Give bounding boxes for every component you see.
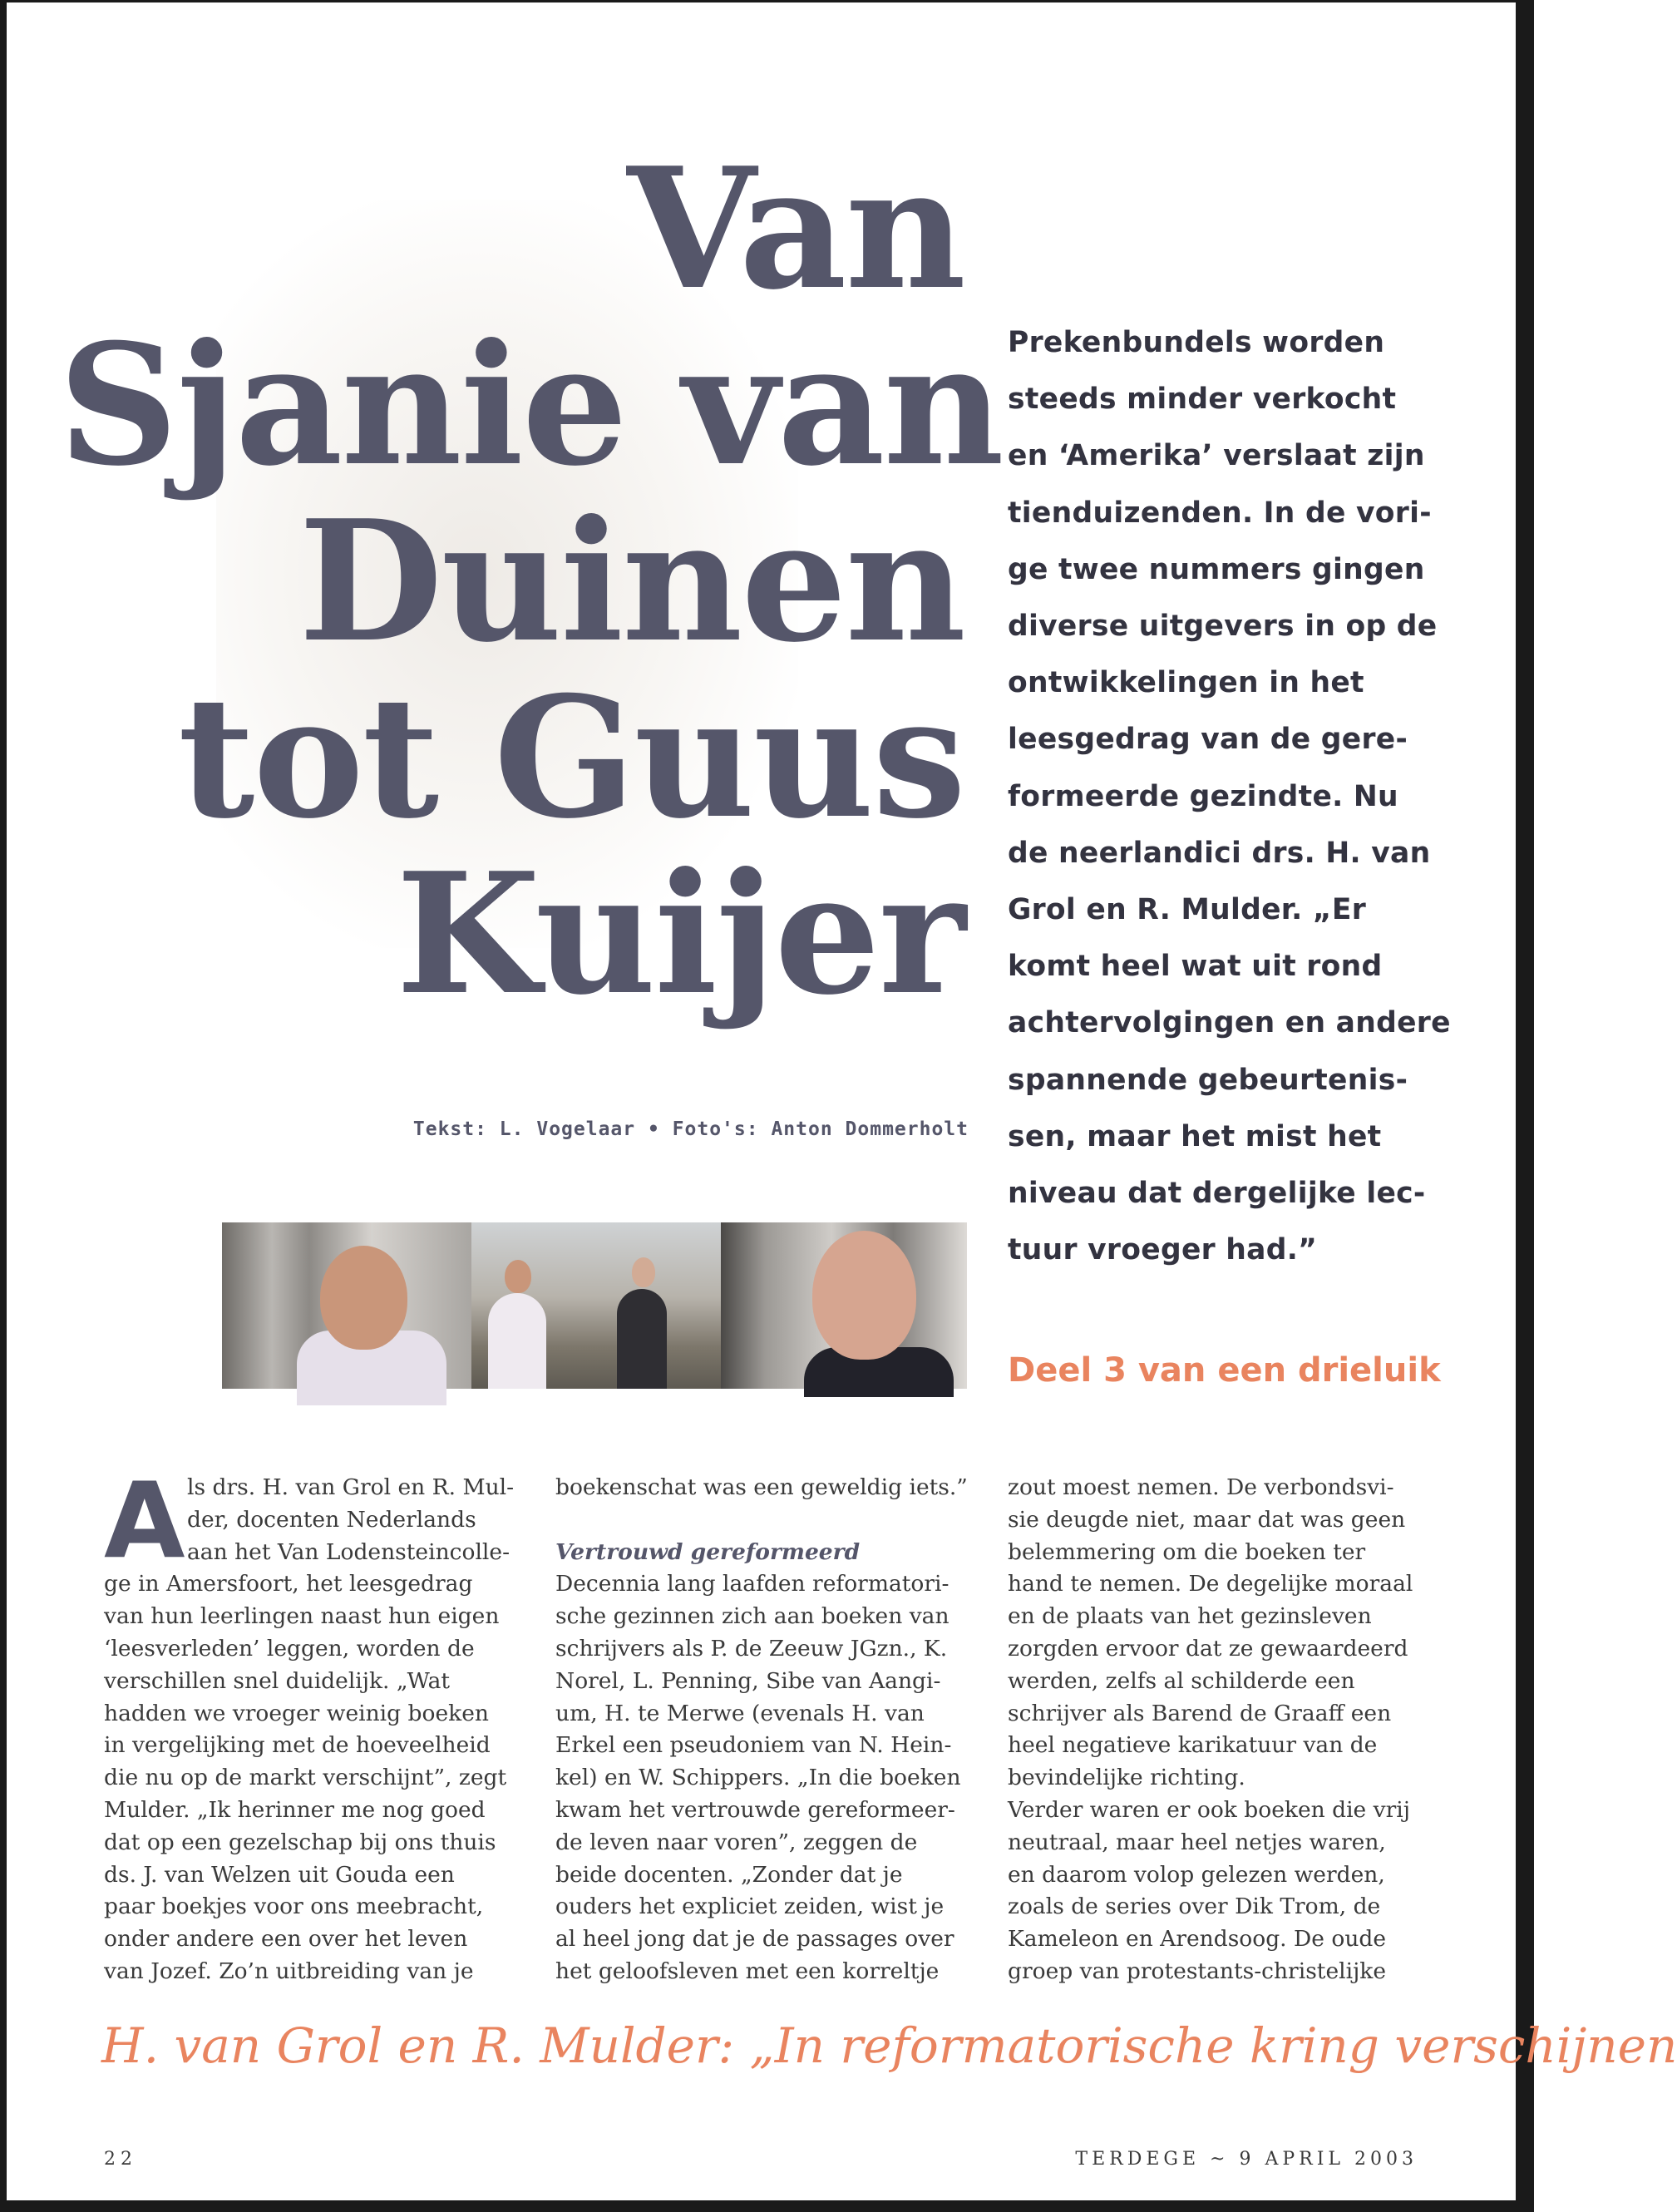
body-line: ge in Amersfoort, het leesgedrag [104,1571,473,1597]
body-line: werden, zelfs al schilderde een [1008,1667,1355,1694]
body-line: belemmering om die boeken ter [1008,1538,1366,1565]
intro-line: diverse uitgevers in op de [1008,610,1438,644]
publication-footer: TERDEGE ~ 9 APRIL 2003 [1075,2149,1418,2170]
intro-line: Prekenbundels worden [1008,326,1385,359]
body-line: Norel, L. Penning, Sibe van Aangi- [555,1667,941,1694]
body-line: hand te nemen. De degelijke moraal [1008,1571,1413,1597]
body-line: Kameleon en Arendsoog. De oude [1008,1926,1387,1953]
body-line: ‘leesverleden’ leggen, worden de [104,1635,475,1661]
headline-line: Sjanie van [58,308,1003,503]
intro-line: Grol en R. Mulder. „Er [1008,893,1367,927]
portrait-photo [222,1222,471,1389]
body-line: al heel jong dat je de passages over [555,1926,954,1953]
body-line: schrijver als Barend de Graaff een [1008,1700,1392,1726]
body-line: dat op een gezelschap bij ons thuis [104,1829,496,1855]
body-line: boekenschat was een geweldig iets.” [555,1474,968,1500]
body-line: ouders het expliciet zeiden, wist je [555,1894,945,1920]
body-line: zorgden ervoor dat ze gewaardeerd [1008,1635,1408,1661]
paragraph-gap [555,1504,971,1537]
section-subheading: Vertrouwd gereformeerd [555,1538,861,1565]
series-label: Deel 3 van een drieluik [1008,1351,1441,1390]
body-line: um, H. te Merwe (evenals H. van [555,1700,925,1726]
headline-line: Duinen [298,484,964,679]
intro-line: tienduizenden. In de vori- [1008,496,1432,530]
body-line: van Jozef. Zo’n uitbreiding van je [104,1958,474,1984]
intro-line: achtervolgingen en andere [1008,1006,1451,1040]
body-line: hadden we vroeger weinig boeken [104,1700,489,1726]
byline-credit: Tekst: L. Vogelaar • Foto's: Anton Dommerholt [412,1118,969,1140]
photo-strip [222,1222,967,1389]
body-line: Decennia lang laafden reformatori- [555,1571,949,1597]
body-line: sche gezinnen zich aan boeken van [555,1603,949,1630]
body-line: Mulder. „Ik herinner me nog goed [104,1796,486,1823]
body-line: die nu op de markt verschijnt”, zegt [104,1765,507,1791]
body-line: beide docenten. „Zonder dat je [555,1861,903,1888]
intro-line: tuur vroeger had.” [1008,1233,1318,1267]
body-line: Verder waren er ook boeken die vrij [1008,1796,1410,1823]
body-column-1 [104,1459,520,1988]
body-line: het geloofsleven met een korreltje [555,1958,940,1984]
headline-line: tot Guus [177,660,964,856]
intro-line: de neerlandici drs. H. van [1008,836,1431,870]
body-line: kel) en W. Schippers. „In die boeken [555,1765,961,1791]
headline-line: Van [627,131,964,327]
body-line: van hun leerlingen naast hun eigen [104,1603,500,1630]
body-line: schrijvers als P. de Zeeuw JGzn., K. [555,1635,948,1661]
pull-quote: H. van Grol en R. Mulder: „In reformatorische kring verschijnen [101,2017,1677,2074]
body-line: kwam het vertrouwde gereformeer- [555,1796,955,1823]
intro-line: en ‘Amerika’ verslaat zijn [1008,439,1425,473]
person-head [632,1257,655,1287]
intro-line: spannende gebeurtenis- [1008,1063,1408,1097]
group-photo [471,1222,721,1389]
body-line: onder andere een over het leven [104,1926,468,1953]
body-line: zout moest nemen. De verbondsvi- [1008,1474,1394,1500]
intro-line: leesgedrag van de gere- [1008,723,1408,757]
body-line: aan het Van Lodensteincolle- [187,1538,510,1565]
body-line: ls drs. H. van Grol en R. Mul- [187,1474,515,1500]
intro-line: ge twee nummers gingen [1008,552,1425,586]
body-line: en daarom volop gelezen werden, [1008,1861,1385,1888]
intro-text [1008,314,1451,1278]
intro-line: komt heel wat uit rond [1008,950,1383,984]
person-figure [488,1293,546,1389]
page-number: 22 [104,2149,137,2170]
body-line: heel negatieve karikatuur van de [1008,1732,1378,1759]
intro-line: formeerde gezindte. Nu [1008,779,1398,813]
intro-line: steeds minder verkocht [1008,383,1397,417]
headline [58,131,1003,1032]
body-line: groep van protestants-christelijke [1008,1958,1387,1984]
person-head [812,1231,916,1360]
body-line: bevindelijke richting. [1008,1765,1245,1791]
body-line: verschillen snel duidelijk. „Wat [104,1667,451,1694]
body-column-3 [1008,1472,1440,1988]
body-line: zoals de series over Dik Trom, de [1008,1894,1381,1920]
headline-line: Kuijer [396,837,964,1032]
intro-line: niveau dat dergelijke lec- [1008,1177,1426,1211]
drop-cap: A [104,1459,185,1582]
body-line: neutraal, maar heel netjes waren, [1008,1829,1386,1855]
body-column-2 [555,1472,971,1988]
person-head [320,1246,407,1350]
body-line: sie deugde niet, maar dat was geen [1008,1506,1406,1533]
body-line: de leven naar voren”, zeggen de [555,1829,918,1855]
intro-line: ontwikkelingen in het [1008,666,1364,700]
portrait-photo [721,1222,967,1389]
body-line: en de plaats van het gezinsleven [1008,1603,1372,1630]
person-head [505,1260,531,1293]
body-line: ds. J. van Welzen uit Gouda een [104,1861,455,1888]
person-figure [617,1289,667,1389]
body-line: der, docenten Nederlands [187,1506,476,1533]
body-line: paar boekjes voor ons meebracht, [104,1894,484,1920]
body-line: Erkel een pseudoniem van N. Hein- [555,1732,952,1759]
body-line: in vergelijking met de hoeveelheid [104,1732,491,1759]
intro-line: sen, maar het mist het [1008,1119,1382,1153]
